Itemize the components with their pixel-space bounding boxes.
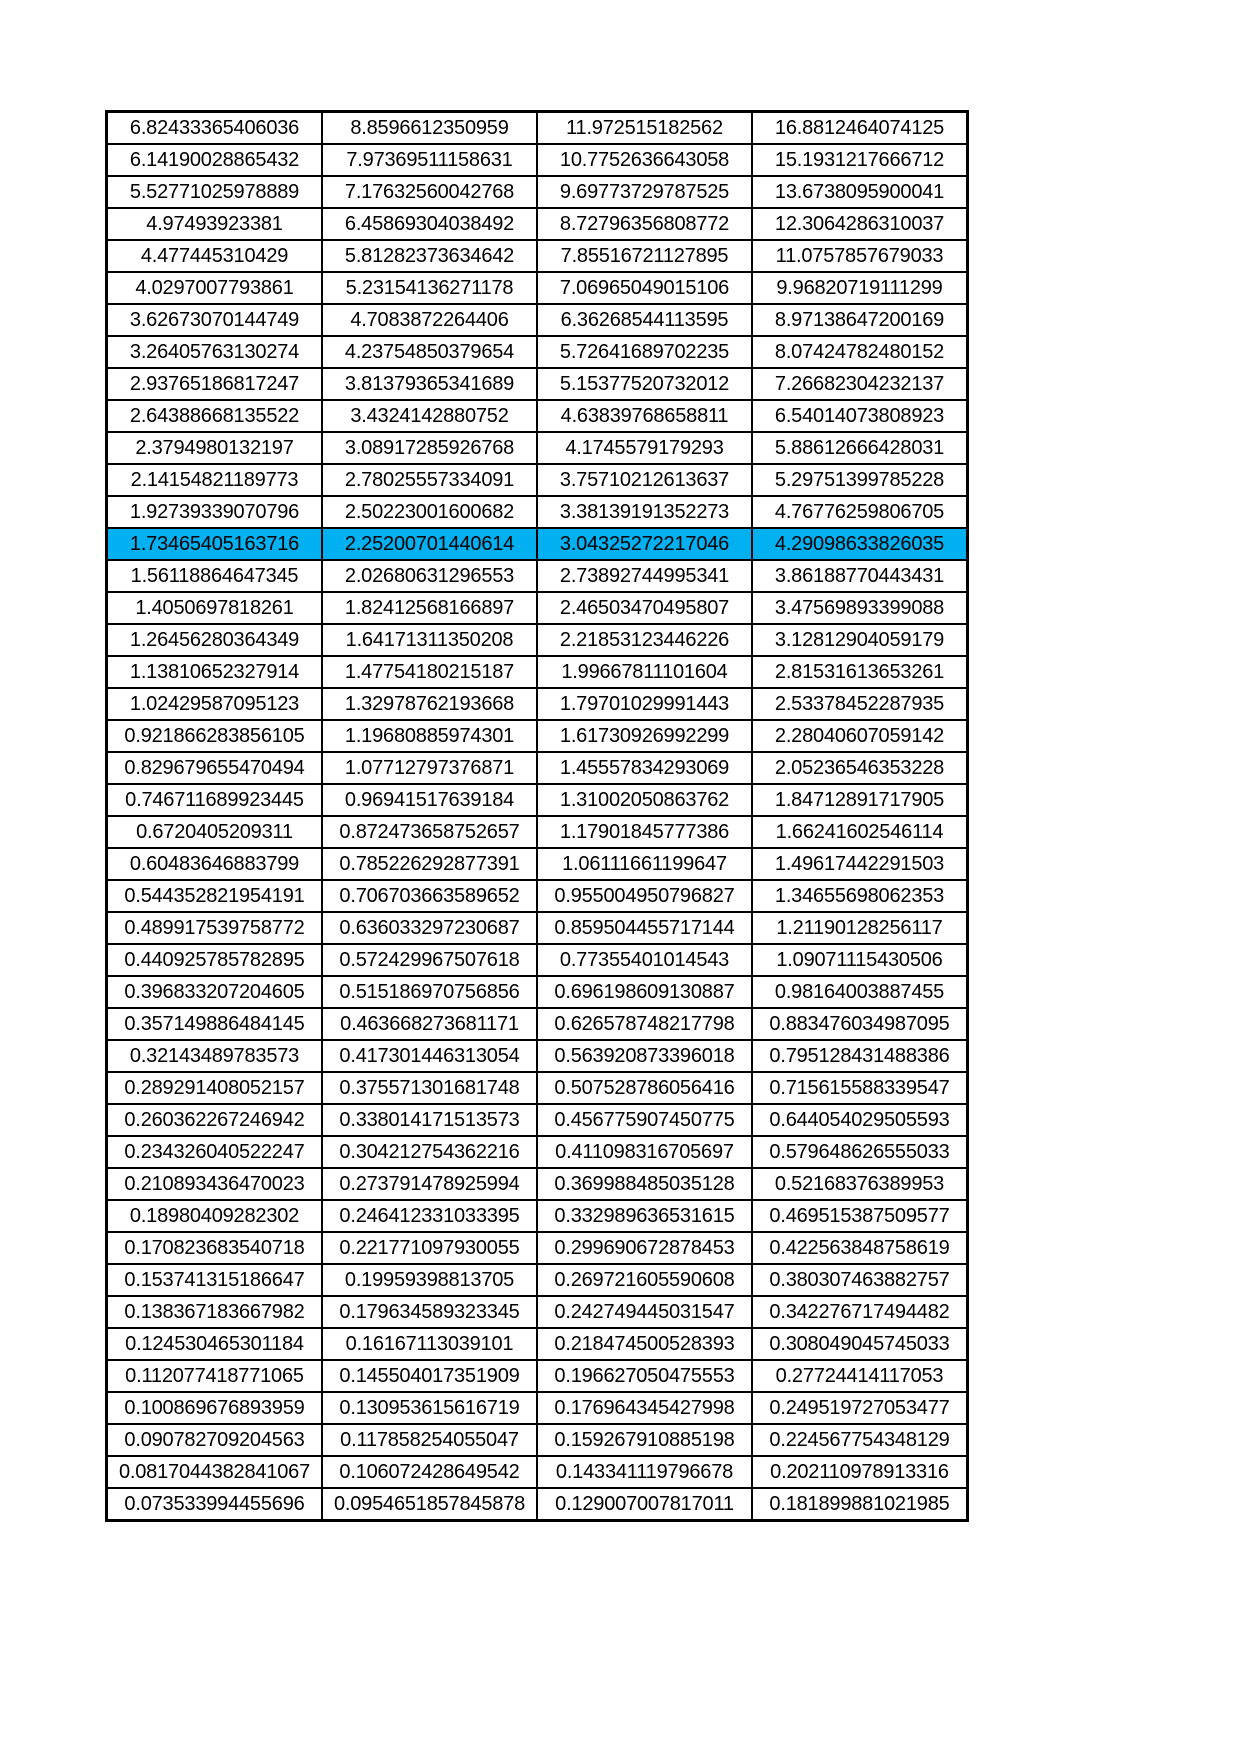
table-cell[interactable]: 1.73465405163716 [107,528,323,560]
table-cell[interactable]: 0.19959398813705 [322,1264,537,1296]
table-cell[interactable]: 0.921866283856105 [107,720,323,752]
table-cell[interactable]: 0.221771097930055 [322,1232,537,1264]
table-cell[interactable]: 0.202110978913316 [752,1456,968,1488]
table-row [107,1232,968,1264]
table-row-highlighted [107,528,968,560]
table-cell[interactable]: 2.93765186817247 [107,368,323,400]
table-cell[interactable]: 6.14190028865432 [107,144,323,176]
table-cell[interactable]: 0.124530465301184 [107,1328,323,1360]
table-cell[interactable]: 1.47754180215187 [322,656,537,688]
table-cell[interactable]: 5.23154136271178 [322,272,537,304]
table-cell[interactable]: 0.32143489783573 [107,1040,323,1072]
table-cell[interactable]: 0.715615588339547 [752,1072,968,1104]
table-row [107,688,968,720]
table-cell[interactable]: 1.4050697818261 [107,592,323,624]
table-row [107,272,968,304]
table-cell[interactable]: 2.46503470495807 [537,592,752,624]
table-cell[interactable]: 0.260362267246942 [107,1104,323,1136]
table-cell[interactable]: 7.97369511158631 [322,144,537,176]
table-cell[interactable]: 0.396833207204605 [107,976,323,1008]
table-row [107,432,968,464]
table-cell[interactable]: 4.7083872264406 [322,304,537,336]
table-cell[interactable]: 0.100869676893959 [107,1392,323,1424]
table-cell[interactable]: 0.106072428649542 [322,1456,537,1488]
table-cell[interactable]: 0.176964345427998 [537,1392,752,1424]
table-cell[interactable]: 0.706703663589652 [322,880,537,912]
table-cell[interactable]: 10.7752636643058 [537,144,752,176]
table-cell[interactable]: 0.696198609130887 [537,976,752,1008]
table-cell[interactable]: 0.0817044382841067 [107,1456,323,1488]
table-cell[interactable]: 3.08917285926768 [322,432,537,464]
table-row [107,1456,968,1488]
table-cell[interactable]: 2.02680631296553 [322,560,537,592]
table-cell[interactable]: 0.440925785782895 [107,944,323,976]
table-cell[interactable]: 5.15377520732012 [537,368,752,400]
table-cell[interactable]: 2.78025557334091 [322,464,537,496]
table-cell[interactable]: 0.859504455717144 [537,912,752,944]
table-cell[interactable]: 1.21190128256117 [752,912,968,944]
table-cell[interactable]: 8.07424782480152 [752,336,968,368]
table-row [107,816,968,848]
table-cell[interactable]: 0.304212754362216 [322,1136,537,1168]
table-cell[interactable]: 0.246412331033395 [322,1200,537,1232]
table-cell[interactable]: 0.218474500528393 [537,1328,752,1360]
table-cell[interactable]: 1.84712891717905 [752,784,968,816]
table-row [107,1488,968,1521]
table-cell[interactable]: 0.170823683540718 [107,1232,323,1264]
table-cell[interactable]: 0.785226292877391 [322,848,537,880]
table-cell[interactable]: 2.53378452287935 [752,688,968,720]
table-row [107,1360,968,1392]
table-row [107,784,968,816]
table-cell[interactable]: 6.82433365406036 [107,112,323,145]
table-cell[interactable]: 0.563920873396018 [537,1040,752,1072]
table-cell[interactable]: 0.579648626555033 [752,1136,968,1168]
table-row [107,336,968,368]
table-row [107,1168,968,1200]
table-cell[interactable]: 0.130953615616719 [322,1392,537,1424]
table-cell[interactable]: 0.369988485035128 [537,1168,752,1200]
table-row [107,496,968,528]
table-cell[interactable]: 0.196627050475553 [537,1360,752,1392]
table-cell[interactable]: 0.073533994455696 [107,1488,323,1521]
table-row [107,1328,968,1360]
table-cell[interactable]: 1.13810652327914 [107,656,323,688]
table-cell[interactable]: 2.25200701440614 [322,528,537,560]
table-cell[interactable]: 0.469515387509577 [752,1200,968,1232]
table-cell[interactable]: 1.64171311350208 [322,624,537,656]
table-row [107,240,968,272]
table-cell[interactable]: 2.3794980132197 [107,432,323,464]
table-cell[interactable]: 0.456775907450775 [537,1104,752,1136]
table-cell[interactable]: 0.224567754348129 [752,1424,968,1456]
table-cell[interactable]: 6.45869304038492 [322,208,537,240]
table-row [107,1136,968,1168]
table-cell[interactable]: 8.72796356808772 [537,208,752,240]
table-cell[interactable]: 11.0757857679033 [752,240,968,272]
table-cell[interactable]: 0.273791478925994 [322,1168,537,1200]
table-cell[interactable]: 0.422563848758619 [752,1232,968,1264]
table-body [107,112,968,1521]
table-cell[interactable]: 0.138367183667982 [107,1296,323,1328]
table-row [107,368,968,400]
table-cell[interactable]: 1.92739339070796 [107,496,323,528]
table-cell[interactable]: 0.626578748217798 [537,1008,752,1040]
table-cell[interactable]: 8.8596612350959 [322,112,537,145]
table-cell[interactable]: 9.69773729787525 [537,176,752,208]
table-cell[interactable]: 1.09071115430506 [752,944,968,976]
table-row [107,1104,968,1136]
table-cell[interactable]: 0.463668273681171 [322,1008,537,1040]
table-row [107,1392,968,1424]
table-cell[interactable]: 3.62673070144749 [107,304,323,336]
table-cell[interactable]: 0.249519727053477 [752,1392,968,1424]
table-cell[interactable]: 1.26456280364349 [107,624,323,656]
table-cell[interactable]: 0.332989636531615 [537,1200,752,1232]
table-cell[interactable]: 6.36268544113595 [537,304,752,336]
table-cell[interactable]: 1.82412568166897 [322,592,537,624]
table-cell[interactable]: 0.16167113039101 [322,1328,537,1360]
table-row [107,1040,968,1072]
table-cell[interactable]: 5.88612666428031 [752,432,968,464]
table-cell[interactable]: 7.26682304232137 [752,368,968,400]
table-row [107,944,968,976]
table-row [107,848,968,880]
table-cell[interactable]: 0.515186970756856 [322,976,537,1008]
table-cell[interactable]: 7.17632560042768 [322,176,537,208]
table-cell[interactable]: 4.29098633826035 [752,528,968,560]
table-cell[interactable]: 3.38139191352273 [537,496,752,528]
table-cell[interactable]: 9.96820719111299 [752,272,968,304]
table-cell[interactable]: 13.6738095900041 [752,176,968,208]
table-cell[interactable]: 0.489917539758772 [107,912,323,944]
table-cell[interactable]: 1.02429587095123 [107,688,323,720]
table-cell[interactable]: 3.4324142880752 [322,400,537,432]
table-cell[interactable]: 11.972515182562 [537,112,752,145]
table-cell[interactable]: 1.06111661199647 [537,848,752,880]
table-cell[interactable]: 7.85516721127895 [537,240,752,272]
table-row [107,592,968,624]
table-cell[interactable]: 0.153741315186647 [107,1264,323,1296]
table-cell[interactable]: 2.81531613653261 [752,656,968,688]
table-cell[interactable]: 1.66241602546114 [752,816,968,848]
table-cell[interactable]: 0.181899881021985 [752,1488,968,1521]
table-cell[interactable]: 0.308049045745033 [752,1328,968,1360]
table-cell[interactable]: 0.872473658752657 [322,816,537,848]
table-cell[interactable]: 2.64388668135522 [107,400,323,432]
table-cell[interactable]: 0.299690672878453 [537,1232,752,1264]
table-cell[interactable]: 0.52168376389953 [752,1168,968,1200]
table-cell[interactable]: 0.18980409282302 [107,1200,323,1232]
table-cell[interactable]: 1.45557834293069 [537,752,752,784]
table-cell[interactable]: 0.159267910885198 [537,1424,752,1456]
table-cell[interactable]: 1.19680885974301 [322,720,537,752]
table-cell[interactable]: 0.129007007817011 [537,1488,752,1521]
table-cell[interactable]: 4.1745579179293 [537,432,752,464]
table-row [107,976,968,1008]
table-cell[interactable]: 3.86188770443431 [752,560,968,592]
table-cell[interactable]: 0.0954651857845878 [322,1488,537,1521]
table-cell[interactable]: 5.72641689702235 [537,336,752,368]
table-row [107,912,968,944]
table-row [107,720,968,752]
table-cell[interactable]: 0.411098316705697 [537,1136,752,1168]
table-row [107,1008,968,1040]
table-row [107,656,968,688]
table-row [107,624,968,656]
table-cell[interactable]: 0.77355401014543 [537,944,752,976]
table-cell[interactable]: 15.1931217666712 [752,144,968,176]
table-cell[interactable]: 8.97138647200169 [752,304,968,336]
table-cell[interactable]: 6.54014073808923 [752,400,968,432]
table-cell[interactable]: 0.210893436470023 [107,1168,323,1200]
table-row [107,176,968,208]
table-cell[interactable]: 0.338014171513573 [322,1104,537,1136]
table-cell[interactable]: 3.47569893399088 [752,592,968,624]
table-cell[interactable]: 0.117858254055047 [322,1424,537,1456]
table-row [107,1424,968,1456]
table-cell[interactable]: 0.289291408052157 [107,1072,323,1104]
table-cell[interactable]: 2.21853123446226 [537,624,752,656]
table-row [107,400,968,432]
table-cell[interactable]: 2.05236546353228 [752,752,968,784]
table-cell[interactable]: 0.636033297230687 [322,912,537,944]
table-cell[interactable]: 0.644054029505593 [752,1104,968,1136]
table-cell[interactable]: 4.76776259806705 [752,496,968,528]
table-cell[interactable]: 4.23754850379654 [322,336,537,368]
table-row [107,144,968,176]
table-row [107,752,968,784]
table-cell[interactable]: 5.81282373634642 [322,240,537,272]
table-row [107,560,968,592]
table-cell[interactable]: 0.143341119796678 [537,1456,752,1488]
table-cell[interactable]: 2.73892744995341 [537,560,752,592]
table-cell[interactable]: 0.60483646883799 [107,848,323,880]
table-cell[interactable]: 0.507528786056416 [537,1072,752,1104]
table-cell[interactable]: 4.63839768658811 [537,400,752,432]
table-cell[interactable]: 0.380307463882757 [752,1264,968,1296]
table-cell[interactable]: 7.06965049015106 [537,272,752,304]
table-cell[interactable]: 0.090782709204563 [107,1424,323,1456]
table-row [107,880,968,912]
table-cell[interactable]: 0.179634589323345 [322,1296,537,1328]
table-cell[interactable]: 0.883476034987095 [752,1008,968,1040]
table-cell[interactable]: 0.27724414117053 [752,1360,968,1392]
data-table [105,110,969,1522]
table-cell[interactable]: 0.375571301681748 [322,1072,537,1104]
table-cell[interactable]: 3.12812904059179 [752,624,968,656]
table-row [107,1296,968,1328]
table-cell[interactable]: 5.52771025978889 [107,176,323,208]
table-cell[interactable]: 1.07712797376871 [322,752,537,784]
table-cell[interactable]: 1.34655698062353 [752,880,968,912]
table-cell[interactable]: 3.04325272217046 [537,528,752,560]
table-cell[interactable]: 2.50223001600682 [322,496,537,528]
table-cell[interactable]: 1.61730926992299 [537,720,752,752]
table-cell[interactable]: 4.0297007793861 [107,272,323,304]
table-cell[interactable]: 0.234326040522247 [107,1136,323,1168]
table-cell[interactable]: 0.544352821954191 [107,880,323,912]
table-cell[interactable]: 0.955004950796827 [537,880,752,912]
table-cell[interactable]: 0.795128431488386 [752,1040,968,1072]
table-cell[interactable]: 0.342276717494482 [752,1296,968,1328]
table-cell[interactable]: 1.17901845777386 [537,816,752,848]
table-cell[interactable]: 0.269721605590608 [537,1264,752,1296]
table-cell[interactable]: 0.242749445031547 [537,1296,752,1328]
table-cell[interactable]: 1.32978762193668 [322,688,537,720]
table-cell[interactable]: 3.26405763130274 [107,336,323,368]
table-cell[interactable]: 0.357149886484145 [107,1008,323,1040]
table-cell[interactable]: 1.49617442291503 [752,848,968,880]
table-cell[interactable]: 3.81379365341689 [322,368,537,400]
table-cell[interactable]: 0.112077418771065 [107,1360,323,1392]
table-cell[interactable]: 1.99667811101604 [537,656,752,688]
table-cell[interactable]: 16.8812464074125 [752,112,968,145]
table-cell[interactable]: 3.75710212613637 [537,464,752,496]
table-cell[interactable]: 1.79701029991443 [537,688,752,720]
table-cell[interactable]: 0.829679655470494 [107,752,323,784]
table-cell[interactable]: 4.477445310429 [107,240,323,272]
table-row [107,1200,968,1232]
table-cell[interactable]: 2.28040607059142 [752,720,968,752]
table-row [107,304,968,336]
table-row [107,464,968,496]
table-cell[interactable]: 0.145504017351909 [322,1360,537,1392]
table-cell[interactable]: 2.14154821189773 [107,464,323,496]
table-cell[interactable]: 1.56118864647345 [107,560,323,592]
table-cell[interactable]: 0.6720405209311 [107,816,323,848]
table-row [107,112,968,145]
table-row [107,1264,968,1296]
table-cell[interactable]: 4.97493923381 [107,208,323,240]
table-cell[interactable]: 0.96941517639184 [322,784,537,816]
table-cell[interactable]: 1.31002050863762 [537,784,752,816]
table-cell[interactable]: 0.417301446313054 [322,1040,537,1072]
table-cell[interactable]: 12.3064286310037 [752,208,968,240]
table-cell[interactable]: 0.746711689923445 [107,784,323,816]
table-row [107,208,968,240]
table-row [107,1072,968,1104]
table-cell[interactable]: 0.572429967507618 [322,944,537,976]
table-cell[interactable]: 0.98164003887455 [752,976,968,1008]
table-cell[interactable]: 5.29751399785228 [752,464,968,496]
